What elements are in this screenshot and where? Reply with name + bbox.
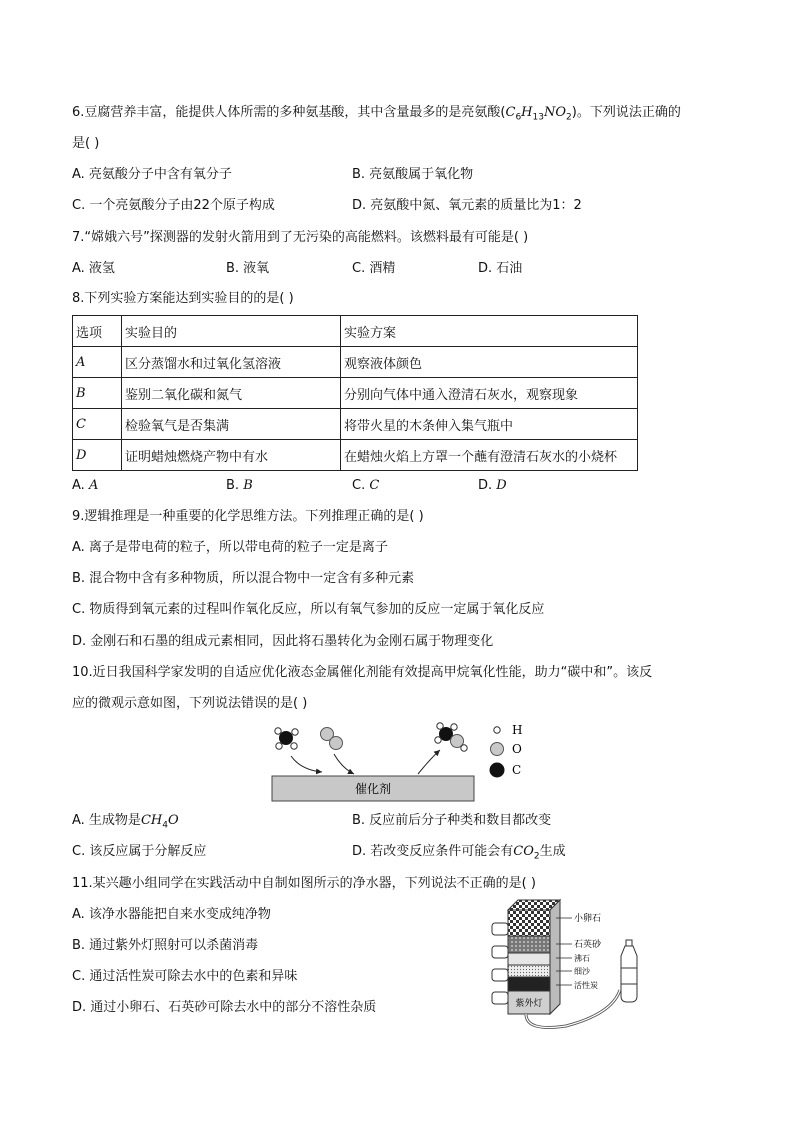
table-cell: 将带火星的木条伸入集气瓶中	[341, 409, 638, 440]
table-cell: 分别向气体中通入澄清石灰水，观察现象	[341, 378, 638, 409]
table-row	[73, 378, 638, 409]
activated-carbon-layer	[508, 977, 550, 991]
label-fine-sand: 细沙	[574, 967, 590, 976]
label-pebble: 小卵石	[574, 914, 602, 924]
methanol-molecule	[435, 723, 467, 751]
q6-option-d: D. 亮氨酸中氮、氧元素的质量比为1：2	[352, 198, 582, 213]
water-bottle-icon	[621, 940, 637, 1002]
table-header: 实验方案	[341, 316, 638, 347]
q11-option-d: D. 通过小卵石、石英砂可除去水中的部分不溶性杂质	[72, 1000, 377, 1015]
q10-option-c: C. 该反应属于分解反应	[72, 844, 207, 859]
q7-stem: 7.“嫦娥六号”探测器的发射火箭用到了无污染的高能燃料。该燃料最有可能是( )	[72, 230, 529, 245]
q11-stem: 11.某兴趣小组同学在实践活动中自制如图所示的净水器，下列说法不正确的是( )	[72, 876, 536, 891]
label-zeolite: 沸石	[574, 954, 590, 963]
q6-option-b: B. 亮氨酸属于氧化物	[352, 167, 474, 182]
q9-option-b: B. 混合物中含有多种物质，所以混合物中一定含有多种元素	[72, 571, 415, 586]
table-cell: B	[73, 378, 122, 409]
zeolite-layer	[508, 953, 550, 965]
q6-stem-line1: 6.豆腐营养丰富，能提供人体所需的多种氨基酸，其中含量最多的是亮氨酸$(C_6H_{13}NO_2)$。下列说法正确的	[72, 105, 681, 123]
q8-stem: 8.下列实验方案能达到实验目的的是( )	[72, 291, 294, 306]
pebble-layer	[508, 910, 550, 936]
legend-o-label: O	[512, 742, 522, 756]
table-cell: 观察液体颜色	[341, 347, 638, 378]
q9-option-a: A. 离子是带电荷的粒子，所以带电荷的粒子一定是离子	[72, 540, 388, 555]
legend-o-icon	[491, 743, 504, 756]
quartz-sand-layer	[508, 936, 550, 953]
table-header: 实验目的	[122, 316, 341, 347]
reaction-diagram	[266, 718, 556, 806]
q11-option-a: A. 该净水器能把自来水变成纯净物	[72, 907, 271, 922]
q8-option-c: C. C	[352, 478, 380, 493]
q10-stem-line1: 10.近日我国科学家发明的自适应优化液态金属催化剂能有效提高甲烷氧化性能，助力“碳中和”。该反	[72, 665, 653, 680]
q11-option-b: B. 通过紫外灯照射可以杀菌消毒	[72, 938, 259, 953]
q9-option-d: D. 金刚石和石墨的组成元素相同，因此将石墨转化为金刚石属于物理变化	[72, 634, 494, 649]
table-cell: D	[73, 440, 122, 471]
q7-option-a: A. 液氢	[72, 261, 115, 276]
table-cell: A	[73, 347, 122, 378]
table-cell: 区分蒸馏水和过氧化氢溶液	[122, 347, 341, 378]
q7-option-d: D. 石油	[478, 261, 523, 276]
methane-molecule	[275, 728, 298, 749]
table-row	[73, 347, 638, 378]
q6-option-a: A. 亮氨酸分子中含有氧分子	[72, 167, 232, 182]
catalyst-label: 催化剂	[354, 782, 392, 796]
q9-option-c: C. 物质得到氧元素的过程叫作氧化反应，所以有氧气参加的反应一定属于氧化反应	[72, 602, 545, 617]
q8-table	[72, 315, 638, 471]
label-activated-carbon: 活性炭	[574, 981, 598, 990]
q8-option-b: B. B	[226, 478, 253, 493]
table-cell: 鉴别二氧化碳和氮气	[122, 378, 341, 409]
q10-stem-line2: 应的微观示意如图，下列说法错误的是( )	[72, 696, 308, 711]
arrow-icon	[334, 754, 354, 774]
table-row	[73, 440, 638, 471]
q9-stem: 9.逻辑推理是一种重要的化学思维方法。下列推理正确的是( )	[72, 509, 424, 524]
water-purifier-diagram	[486, 896, 646, 1038]
legend-h-icon	[494, 727, 500, 733]
label-quartz-sand: 石英砂	[574, 940, 602, 950]
q10-option-a: A. 生成物是$CH_4O$	[72, 813, 179, 831]
legend-c-icon	[490, 763, 505, 778]
table-row	[73, 409, 638, 440]
q11-option-c: C. 通过活性炭可除去水中的色素和异味	[72, 969, 298, 984]
label-uv-lamp: 紫外灯	[515, 999, 543, 1009]
table-header-row	[73, 316, 638, 347]
table-cell: 检验氧气是否集满	[122, 409, 341, 440]
arrow-icon	[418, 750, 440, 774]
oxygen-molecule	[321, 728, 343, 750]
table-cell: C	[73, 409, 122, 440]
q10-option-b: B. 反应前后分子种类和数目都改变	[352, 813, 552, 828]
arrow-icon	[291, 756, 322, 772]
q10-option-d: D. 若改变反应条件可能会有$CO_2$生成	[352, 844, 566, 862]
table-cell: 在蜡烛火焰上方罩一个蘸有澄清石灰水的小烧杯	[341, 440, 638, 471]
q6-option-c: C. 一个亮氨酸分子由22个原子构成	[72, 198, 275, 213]
table-cell: 证明蜡烛燃烧产物中有水	[122, 440, 341, 471]
q8-option-d: D. D	[478, 478, 507, 493]
legend-h-label: H	[512, 723, 523, 737]
q8-option-a: A. A	[72, 478, 99, 493]
q6-stem-line2: 是( )	[72, 136, 100, 151]
legend-c-label: C	[512, 763, 522, 777]
q7-option-c: C. 酒精	[352, 261, 396, 276]
table-header: 选项	[73, 316, 122, 347]
fine-sand-layer	[508, 965, 550, 977]
q7-option-b: B. 液氧	[226, 261, 270, 276]
